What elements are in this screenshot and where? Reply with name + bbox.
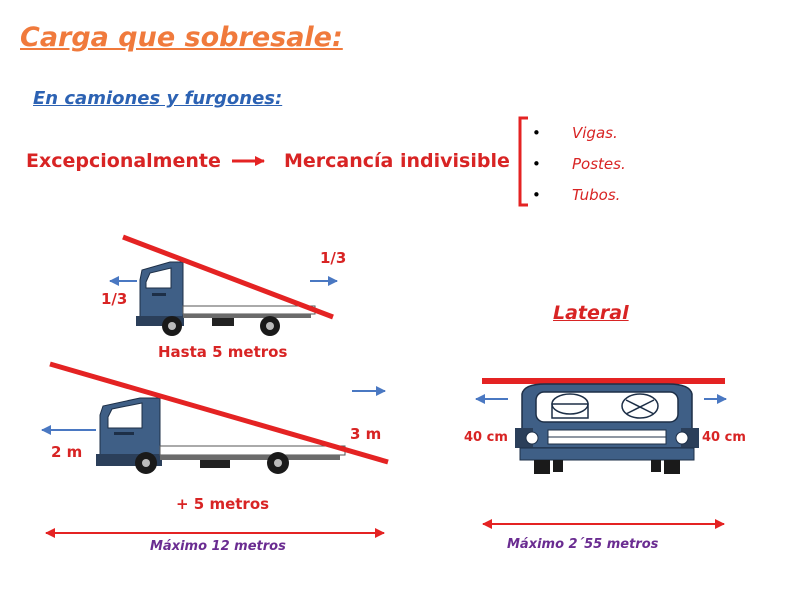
- small-truck-rear-label: 1/3: [320, 249, 347, 267]
- lateral-max-label: Máximo 2´55 metros: [507, 537, 659, 552]
- big-truck-max-label: Máximo 12 metros: [150, 539, 286, 554]
- flow-to-label: Mercancía indivisible: [284, 150, 510, 172]
- small-truck-front-label: 1/3: [101, 290, 128, 308]
- big-truck-front-label: 2 m: [51, 443, 83, 461]
- lateral-title: Lateral: [553, 302, 629, 324]
- flow-from-label: Excepcionalmente: [26, 150, 221, 172]
- list-item-label: Tubos.: [572, 186, 621, 204]
- list-item-label: Postes.: [572, 155, 626, 173]
- bullet-icon: •: [532, 186, 541, 204]
- bullet-icon: •: [532, 155, 541, 173]
- page-title: Carga que sobresale:: [20, 22, 343, 53]
- big-truck-rear-label: 3 m: [350, 425, 382, 443]
- list-item-label: Vigas.: [572, 124, 618, 142]
- big-truck-caption: + 5 metros: [176, 495, 270, 513]
- section-subtitle: En camiones y furgones:: [33, 88, 283, 109]
- lateral-right-label: 40 cm: [702, 430, 746, 445]
- small-truck-caption: Hasta 5 metros: [158, 343, 288, 361]
- bullet-icon: •: [532, 124, 541, 142]
- big-truck-icon: [96, 398, 345, 474]
- lateral-left-label: 40 cm: [464, 430, 508, 445]
- list-bracket: [520, 118, 528, 205]
- front-view-truck-icon: [515, 384, 699, 474]
